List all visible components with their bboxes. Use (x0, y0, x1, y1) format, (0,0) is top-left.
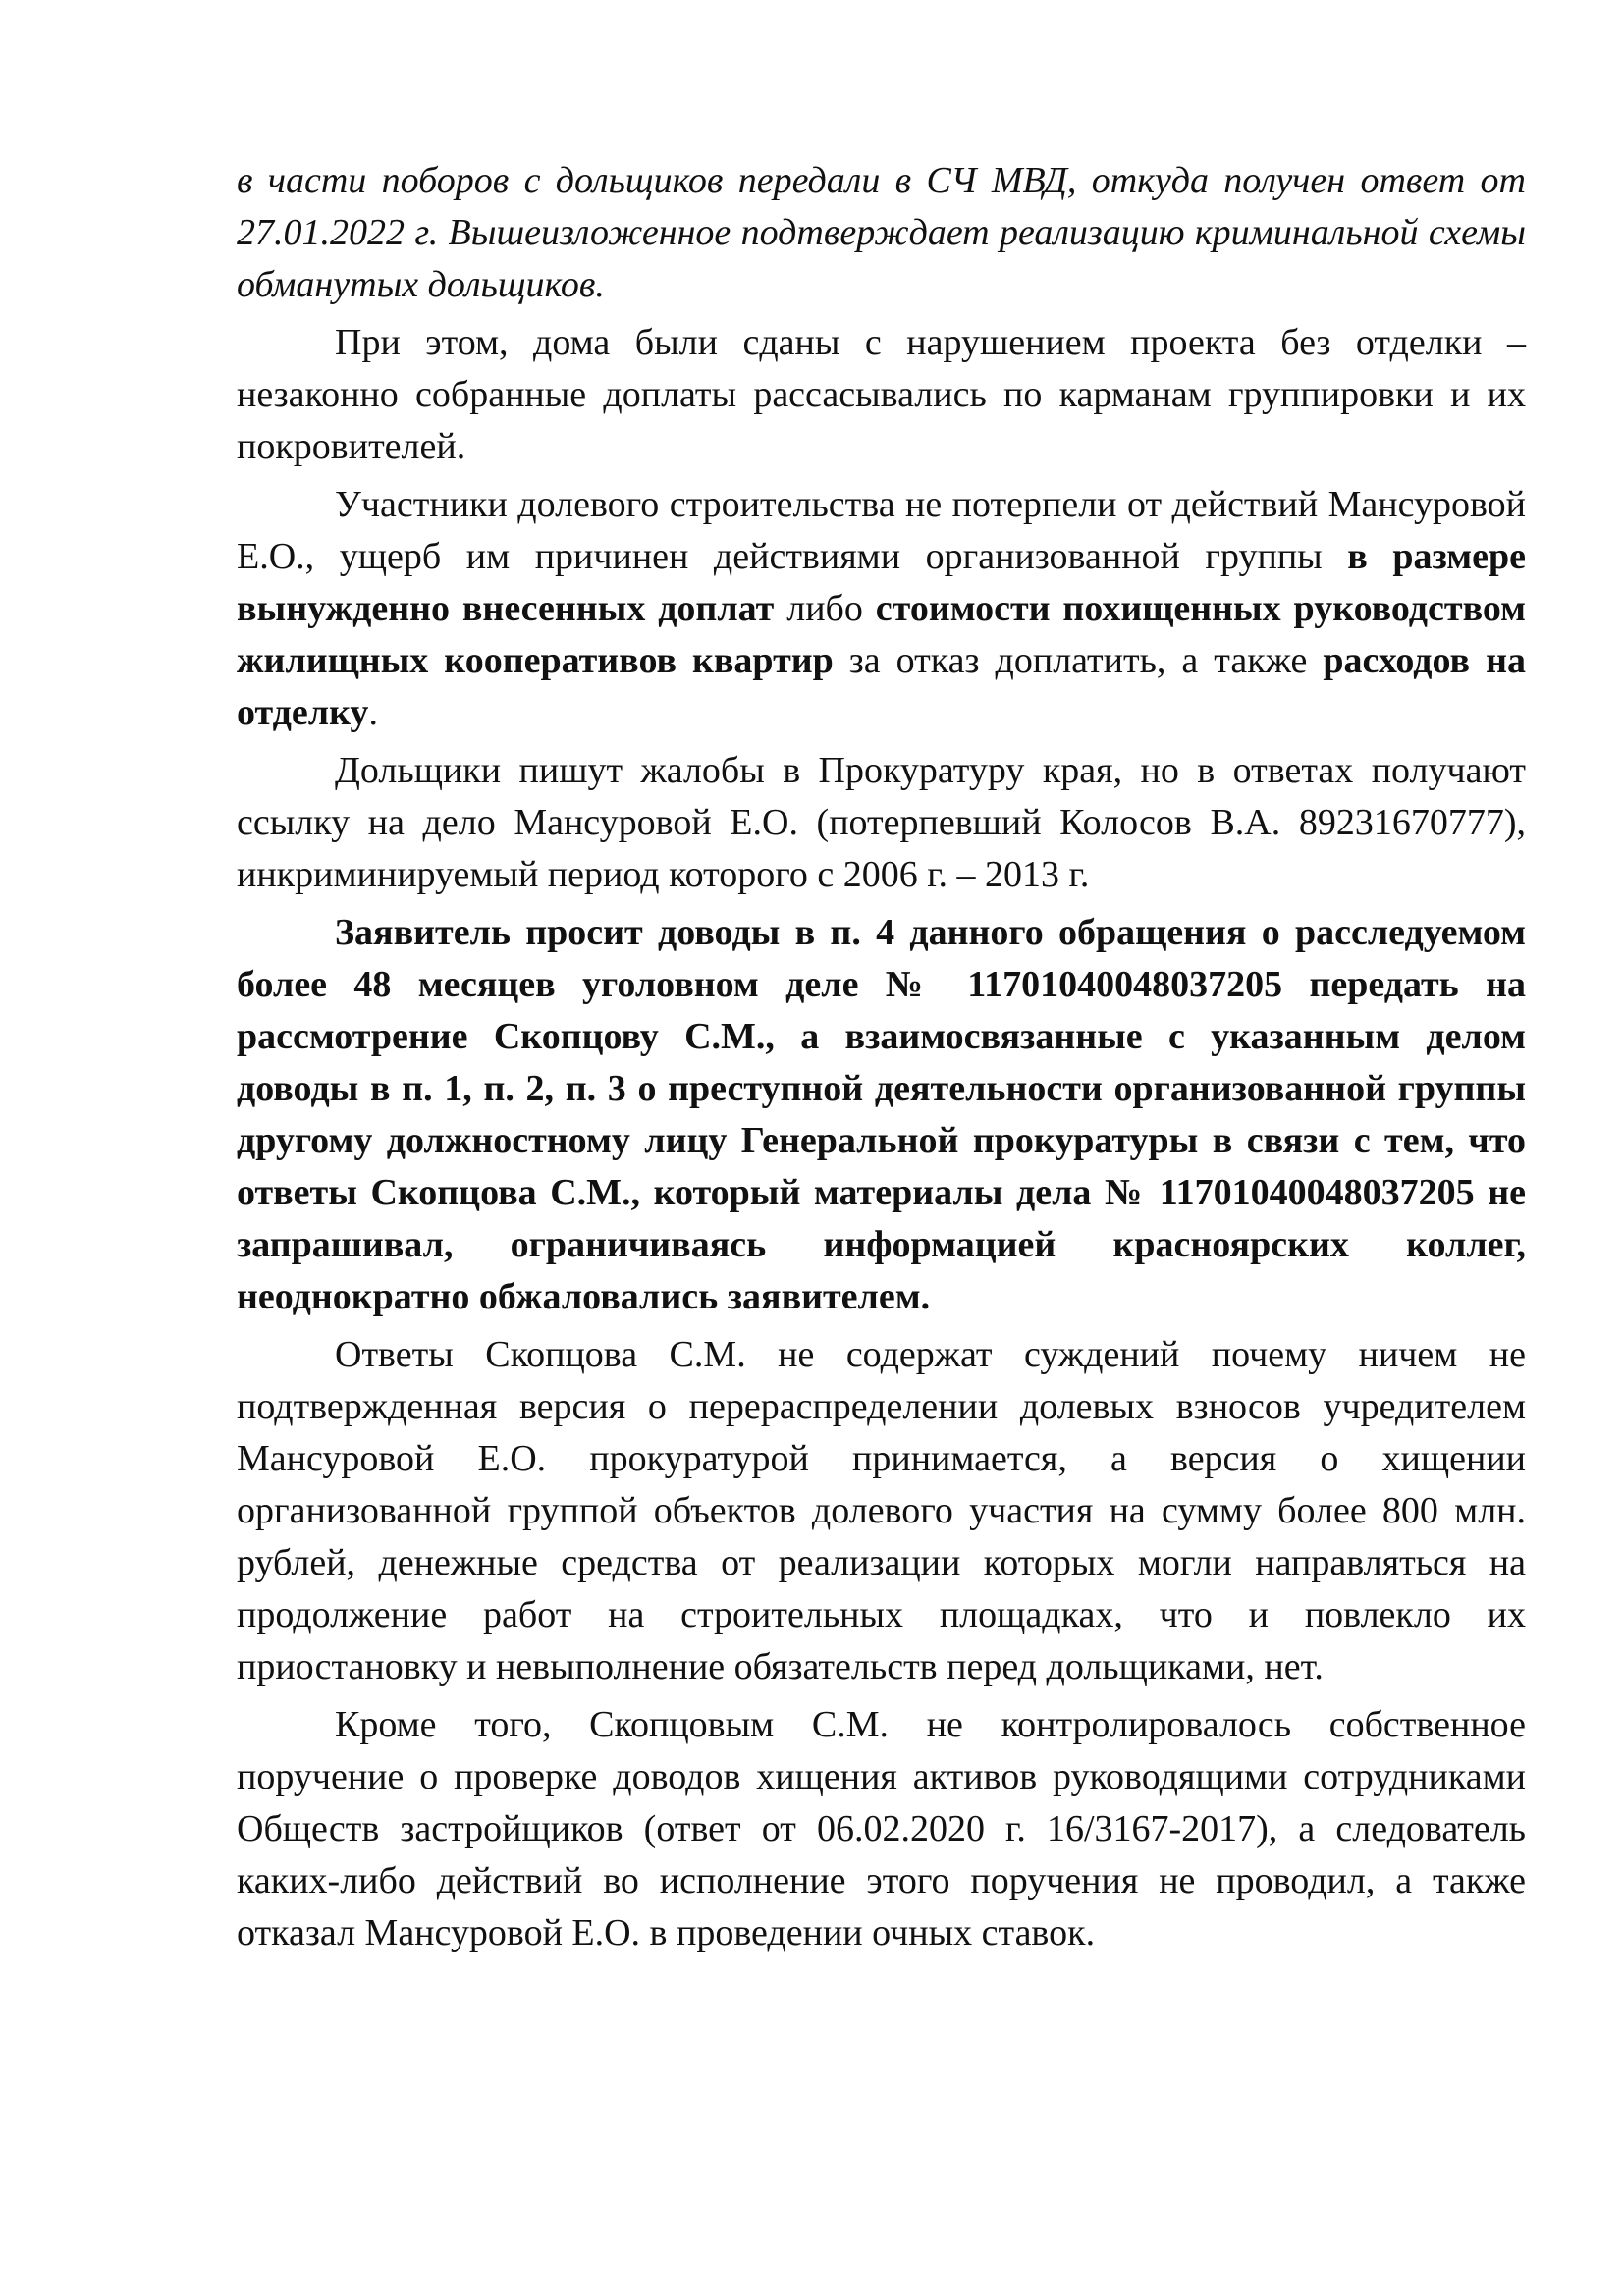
damage-bold-payments: в размере вынужденно внесенных доплат (237, 536, 1527, 629)
paragraph-complaints: Дольщики пишут жалобы в Прокуратуру края, но в ответах получают ссылку на дело Мансуровой Е.О. (потерпевший Колосов В.А. 89231670777), инкриминируемый период которого с 2006 г. – 2013 г. (237, 750, 1526, 895)
damage-bold-finishing: расходов на отделку (237, 640, 1526, 733)
damage-text-4: . (368, 692, 378, 733)
damage-text-1: Участники долевого строительства не потерпели от действий Мансуровой Е.О., ущерб им причинен действиями организованной группы (237, 484, 1526, 577)
paragraph-handover-finishing: При этом, дома были сданы с нарушением проекта без отделки – незаконно собранные доплаты рассасывались по карманам группировки и их покровителей. (237, 322, 1526, 467)
damage-text-3: за отказ доплатить, а также (833, 640, 1324, 681)
damage-bold-apartments: стоимости похищенных руководством жилищных кооперативов квартир (237, 588, 1526, 681)
paragraph-damage (237, 479, 1526, 739)
paragraph-request: Заявитель просит доводы в п. 4 данного обращения о расследуемом более 48 месяцев уголовном деле № 11701040048037205 передать на рассмотрение Скопцову С.М., а взаимосвязанные с указанным делом доводы в п. 1, п. 2, п. 3 о преступной деятельности организованной группы другому должностному лицу Генеральной прокуратуры в связи с тем, что ответы Скопцова С.М., который материалы дела № 11701040048037205 не запрашивал, ограничиваясь информацией красноярских коллег, неоднократно обжаловались заявителем. (237, 912, 1526, 1317)
paragraph-answers: Ответы Скопцова С.М. не содержат суждений почему ничем не подтвержденная версия о перераспределении долевых взносов учредителем Мансуровой Е.О. прокуратурой принимается, а версия о хищении организованной группой объектов долевого участия на сумму более 800 млн. рублей, денежные средства от реализации которых могли направляться на продолжение работ на строительных площадках, что и повлекло их приостановку и невыполнение обязательств перед дольщиками, нет. (237, 1334, 1526, 1687)
document-page (237, 155, 1526, 1959)
paragraph-control: Кроме того, Скопцовым С.М. не контролировалось собственное поручение о проверке доводов хищения активов руководящими сотрудниками Обществ застройщиков (ответ от 06.02.2020 г. 16/3167-2017), а следователь каких-либо действий во исполнение этого поручения не проводил, а также отказал Мансуровой Е.О. в проведении очных ставок. (237, 1704, 1526, 1953)
paragraph-continuation: в части поборов с дольщиков передали в СЧ МВД, откуда получен ответ от 27.01.2022 г. Вышеизложенное подтверждает реализацию криминальной схемы обманутых дольщиков. (237, 160, 1526, 305)
damage-text-2: либо (774, 588, 876, 629)
